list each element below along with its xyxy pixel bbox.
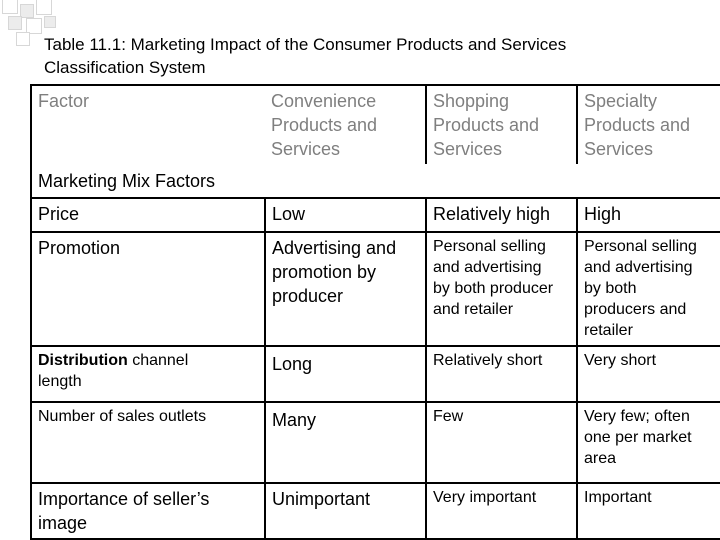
header-shopping-line: Products and [433,115,540,135]
cell-line: Very few; often [584,408,690,425]
cell-line: producers and [584,301,687,318]
header-specialty-line: Products and [584,115,691,135]
cell-line: promotion by [272,262,377,282]
promotion-specialty [577,232,720,346]
price-specialty: High [577,198,720,232]
section-empty [426,164,720,198]
promotion-shopping [426,232,577,346]
header-shopping-line: Services [433,139,503,159]
header-factor-text: Factor [38,91,90,111]
header-convenience-line: Products and [271,115,378,135]
distribution-convenience: Long [265,346,426,402]
image-factor [31,483,265,539]
section-row [31,164,720,198]
cell-line: Personal selling [584,238,697,255]
image-specialty: Important [577,483,720,539]
section-label [31,164,426,198]
promotion-factor: Promotion [31,232,265,346]
header-convenience-line: Convenience [271,91,377,111]
table-row-outlets [31,402,720,483]
header-specialty-line: Services [584,139,654,159]
caption-line-2: Classification System [44,58,206,77]
cell-line: Importance of seller’s [38,489,210,509]
header-convenience-line: Services [271,139,341,159]
outlets-specialty [577,402,720,483]
distribution-rest: channel [127,352,189,369]
table-row-price [31,198,720,232]
table-row-distribution [31,346,720,402]
table-row-image [31,483,720,539]
distribution-factor [31,346,265,402]
image-convenience: Unimportant [265,483,426,539]
image-shopping: Very important [426,483,577,539]
cell-line: and retailer [433,301,514,318]
outlets-shopping: Few [426,402,577,483]
header-specialty-line: Specialty [584,91,658,111]
cell-line [38,350,258,371]
cell-line: by both producer [433,280,554,297]
outlets-factor: Number of sales outlets [31,402,265,483]
cell-line: Advertising and [272,238,397,258]
classification-table [30,84,720,540]
cell-line: Personal selling [433,238,546,255]
table-row-promotion [31,232,720,346]
header-convenience [265,85,426,164]
cell-line: retailer [584,322,633,339]
price-shopping: Relatively high [426,198,577,232]
cell-line: by both [584,280,637,297]
header-shopping-line: Shopping [433,91,510,111]
table-caption [44,33,704,79]
distribution-bold: Distribution [38,352,128,369]
cell-line: and advertising [433,259,542,276]
cell-line: and advertising [584,259,693,276]
cell-line: length [38,373,82,390]
distribution-specialty: Very short [577,346,720,402]
caption-line-1: Table 11.1: Marketing Impact of the Consumer Products and Services [44,35,567,54]
header-shopping [426,85,577,164]
promotion-convenience [265,232,426,346]
header-factor [31,85,265,164]
section-label-text: Marketing Mix Factors [38,171,216,191]
cell-line: area [584,450,617,467]
header-row [31,85,720,164]
cell-line: one per market [584,429,692,446]
header-specialty [577,85,720,164]
price-factor: Price [31,198,265,232]
price-convenience: Low [265,198,426,232]
distribution-shopping: Relatively short [426,346,577,402]
cell-line: image [38,513,88,533]
cell-line: producer [272,286,344,306]
outlets-convenience: Many [265,402,426,483]
